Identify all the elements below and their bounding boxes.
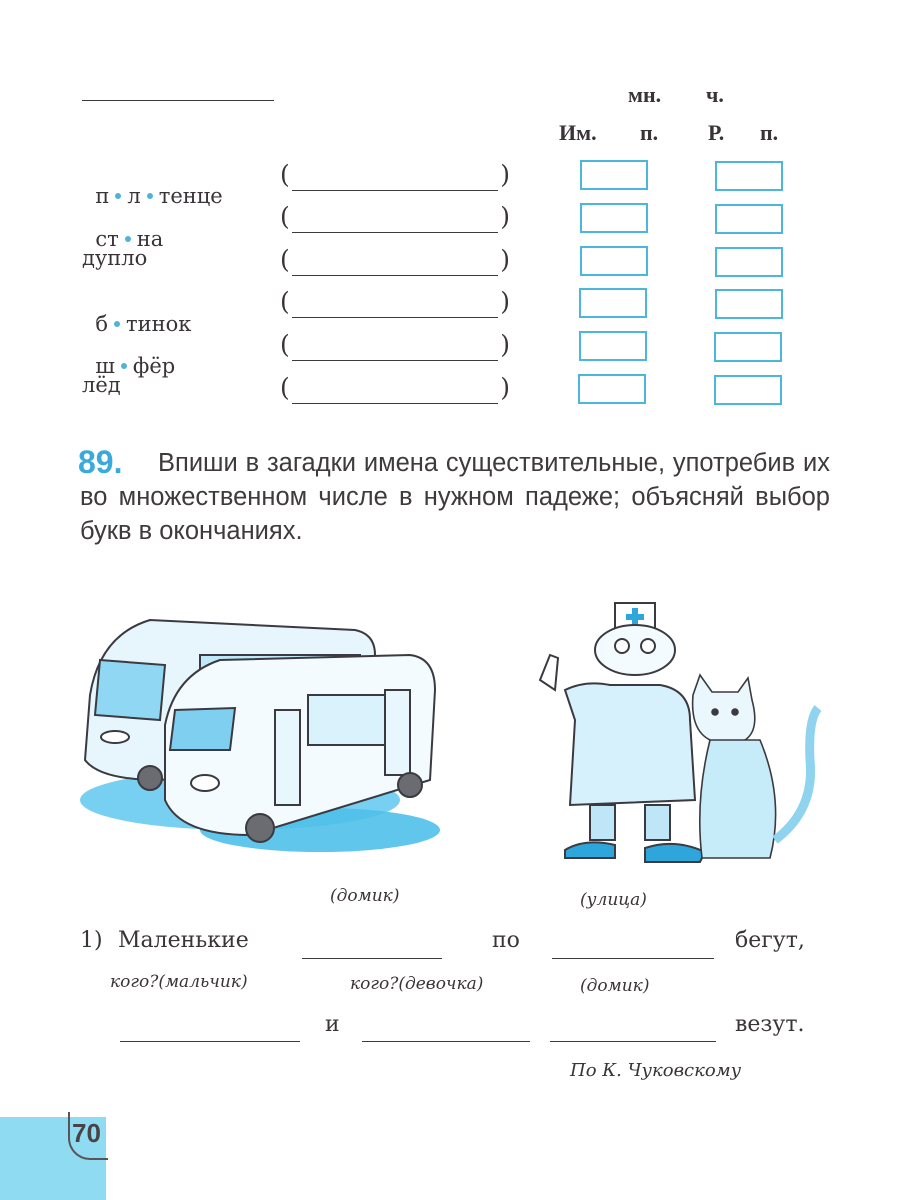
word-botinok: [82, 288, 191, 336]
hint-domik-1: (домик): [330, 886, 400, 906]
paren-close: ): [500, 373, 510, 402]
word-part: на: [136, 227, 164, 251]
hint-ulitsa: (улица): [580, 890, 647, 910]
illustration: [70, 600, 830, 874]
header-case-1: п.: [640, 120, 659, 145]
word-part: фёр: [132, 354, 176, 378]
paren-close: ): [500, 202, 510, 231]
missing-letter-dot[interactable]: [114, 321, 120, 327]
answer-underline[interactable]: [292, 275, 498, 276]
paren-close: ): [500, 330, 510, 359]
answer-blank-1[interactable]: [302, 957, 442, 959]
genitive-box-6[interactable]: [714, 375, 782, 405]
riddle-source: По К. Чуковскому: [570, 1060, 742, 1081]
word-part: л: [127, 184, 141, 208]
title-blank-line[interactable]: [82, 100, 274, 101]
genitive-box-5[interactable]: [714, 332, 782, 362]
paren-open: (: [280, 160, 290, 189]
paren-close: ): [500, 287, 510, 316]
answer-field-2[interactable]: [280, 202, 510, 235]
answer-underline[interactable]: [292, 403, 498, 404]
nominative-box-2[interactable]: [580, 203, 648, 233]
answer-blank-2[interactable]: [552, 957, 714, 959]
riddle-word-vezut: везут.: [735, 1012, 805, 1037]
hint-malchik: кого?(мальчик): [110, 972, 248, 992]
paren-open: (: [280, 245, 290, 274]
genitive-box-2[interactable]: [715, 204, 783, 234]
riddle-word-i: и: [325, 1012, 340, 1037]
answer-field-1[interactable]: [280, 160, 510, 193]
answer-field-5[interactable]: [280, 330, 510, 363]
header-number: ч.: [706, 82, 724, 107]
word-stena: [82, 203, 163, 251]
answer-field-6[interactable]: [280, 373, 510, 406]
answer-blank-3[interactable]: [120, 1040, 300, 1042]
word-part: тинок: [126, 312, 192, 336]
word-part: ст: [95, 227, 119, 251]
riddle-word-malenkie: Маленькие: [118, 928, 249, 953]
page-number: 70: [72, 1118, 101, 1148]
nominative-box-3[interactable]: [580, 246, 648, 276]
genitive-box-4[interactable]: [715, 289, 783, 319]
missing-letter-dot[interactable]: [125, 236, 131, 242]
answer-underline[interactable]: [292, 317, 498, 318]
missing-letter-dot[interactable]: [147, 193, 153, 199]
answer-blank-4[interactable]: [362, 1040, 530, 1042]
word-part: тенце: [158, 184, 223, 208]
word-shofyor: [82, 330, 175, 378]
header-genitive: Р.: [708, 120, 725, 145]
missing-letter-dot[interactable]: [121, 363, 127, 369]
riddle-number: 1): [80, 928, 103, 953]
word-lyod: лёд: [82, 373, 121, 397]
word-part: п: [95, 184, 110, 208]
paren-open: (: [280, 330, 290, 359]
word-part: б: [95, 312, 109, 336]
exercise-number: 89.: [78, 444, 123, 480]
paren-close: ): [500, 160, 510, 189]
word-polotentse: [82, 160, 223, 208]
cat-icon: [693, 675, 818, 858]
paren-open: (: [280, 202, 290, 231]
exercise-instruction: Впиши в загадки имена существительные, употребив их во множественном числе в нужном падеже; объясняй выбор букв в окончаниях.: [80, 449, 830, 545]
word-duplo: дупло: [82, 246, 148, 270]
nominative-box-1[interactable]: [580, 160, 648, 190]
answer-blank-5[interactable]: [550, 1040, 716, 1042]
paren-open: (: [280, 373, 290, 402]
answer-field-4[interactable]: [280, 287, 510, 320]
answer-underline[interactable]: [292, 232, 498, 233]
nominative-box-6[interactable]: [578, 374, 646, 404]
genitive-box-1[interactable]: [715, 161, 783, 191]
doctor-aibolit-icon: [540, 603, 705, 862]
missing-letter-dot[interactable]: [115, 193, 121, 199]
hint-devochka: кого?(девочка): [350, 974, 484, 994]
header-nominative: Им.: [559, 120, 597, 145]
nominative-box-4[interactable]: [579, 288, 647, 318]
paren-open: (: [280, 287, 290, 316]
answer-field-3[interactable]: [280, 245, 510, 278]
paren-close: ): [500, 245, 510, 274]
answer-underline[interactable]: [292, 190, 498, 191]
hint-domik-2: (домик): [580, 976, 650, 996]
riddle-word-po: по: [492, 928, 520, 953]
header-plural: мн.: [628, 82, 662, 107]
word-part: ш: [95, 354, 115, 378]
header-case-2: п.: [760, 120, 779, 145]
genitive-box-3[interactable]: [715, 247, 783, 277]
answer-underline[interactable]: [292, 360, 498, 361]
illustration-graphic: [70, 600, 830, 870]
riddle-word-begut: бегут,: [735, 928, 805, 953]
nominative-box-5[interactable]: [579, 331, 647, 361]
